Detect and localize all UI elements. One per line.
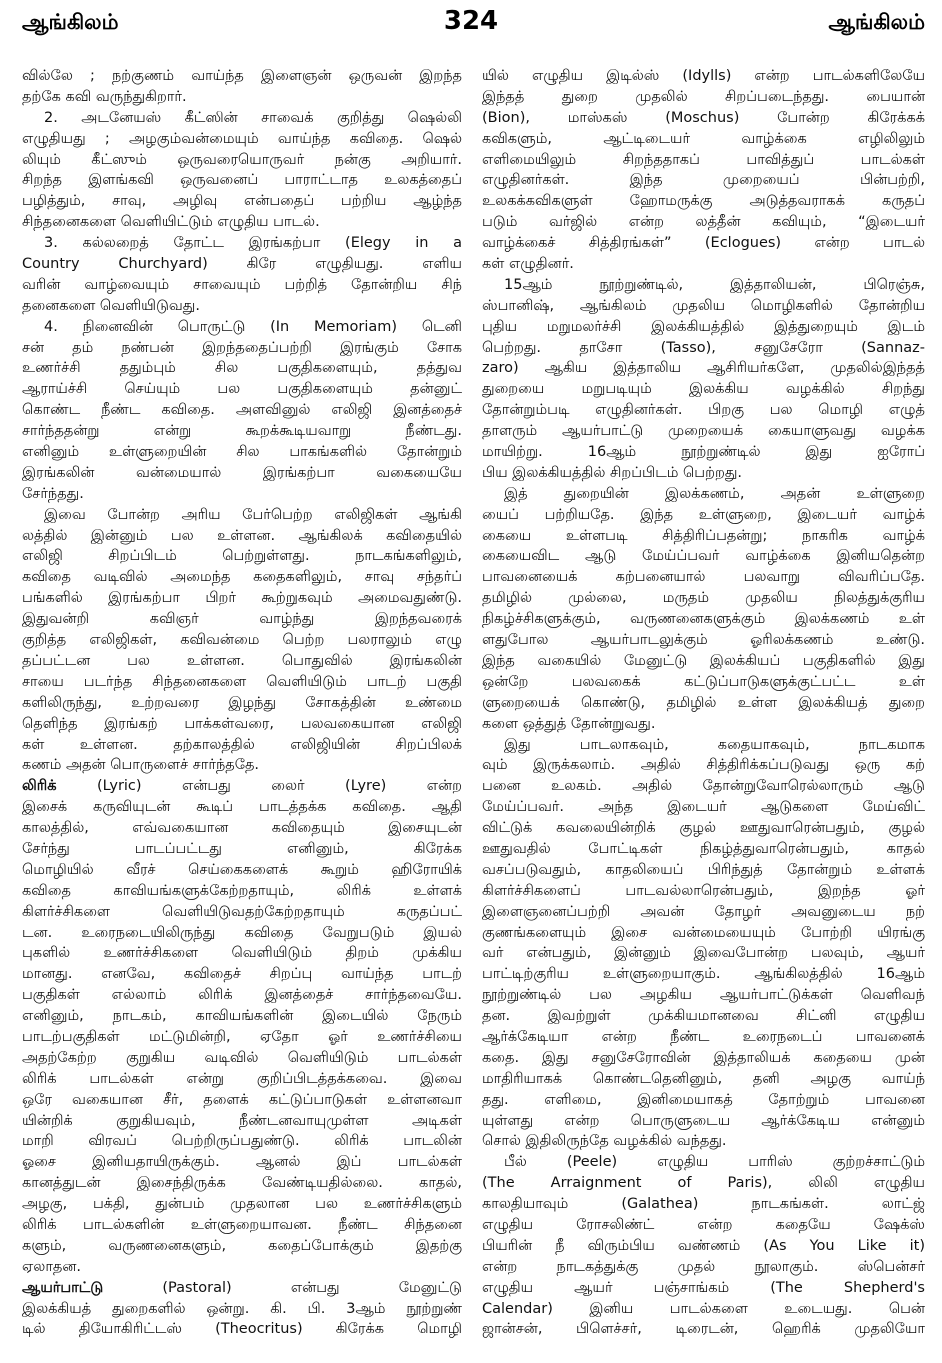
text-line: ளதுபோல ஆயர்பாடலுக்கும் ஓரிலக்கணம் உண்டு. — [482, 632, 925, 649]
text-line: ஸ்பானிஷ், ஆங்கிலம் முதலிய மொழிகளில் தோன்றிய — [482, 297, 925, 314]
text-line: சேர்ந்து பாடப்பட்டது எனினும், கிரேக்க — [22, 840, 462, 857]
text-line: டில் தியோகிரிட்டஸ் (Theocritus) கிரேக்க மொழி — [22, 1321, 462, 1338]
entry-term: லிரிக் — [22, 778, 57, 795]
text-line: துறையை மறுபடியும் இலக்கிய வழக்கில் சிறந்து — [482, 381, 925, 398]
text-line: எனினும் உள்ளுறையின் சில பாகங்களில் தோன்றும் — [22, 444, 462, 461]
paragraph — [482, 1152, 925, 1340]
text-line: யைப் பற்றியதே. இந்த உள்ளுறை, இடையர் வாழ்க் — [482, 506, 925, 523]
paragraph — [22, 66, 462, 108]
text-line: தன. இவற்றுள் முக்கியமானவை சிட்னி எழுதிய — [482, 1008, 925, 1025]
paragraph — [22, 776, 462, 1277]
paragraph — [482, 66, 925, 275]
text-line: உணர்ச்சி ததும்பும் சில பகுதிகளையும், தத்துவ — [22, 360, 462, 377]
text-line: கணம் அதன் பொருளைச் சார்ந்ததே. — [22, 757, 260, 774]
text-line: கவிதை வடிவில் அமைந்த கதைகளிலும், சாவு சந்தர்ப் — [22, 569, 462, 586]
text-line: நூற்றுண்டில் பல அழகிய ஆயர்பாட்டுக்கள் வெளிவந் — [482, 987, 925, 1004]
text-line — [22, 1278, 462, 1299]
text-line: இந்தத் துறை முதலில் சிறப்படைந்தது. பையான் — [482, 88, 925, 105]
text-line: ஓசை இனியதாயிருக்கும். ஆனல் இப் பாடல்கள் — [22, 1154, 462, 1171]
text-line: சார்ந்ததன்று என்று கூறக்கூடியவாறு நீண்டது. — [22, 423, 462, 440]
text-line: களும், வருணனைகளும், கதைப்போக்கும் இதற்கு — [22, 1237, 462, 1254]
text-line: அழகு, பக்தி, துன்பம் முதலான பல உணர்ச்சிகளும் — [22, 1196, 462, 1213]
text-line: பனை உலகம். அதில் தோன்றுவோரெல்லாரும் ஆடு — [482, 778, 925, 795]
text-line: பங்களில் இரங்கற்பா பிறர் கூற்றுகவும் அமைவதுண்டு. — [22, 590, 462, 607]
text-line: ஒரே வகையான சீர், தளைக் கட்டுப்பாடுகள் உள்ளனவா — [22, 1091, 462, 1108]
text-line: யின்றிக் குறுகியவும், நீண்டனவாயுமுள்ள அடிகள் — [22, 1112, 462, 1129]
text-line: லிரிக் பாடல்கள் என்று குறிப்பிடத்தக்கவை. இவை — [22, 1070, 462, 1087]
text-line: விட்டுக் கவலையின்றிக் குழல் ஊதுவாரென்பதும், குழல் — [482, 820, 925, 837]
text-line: எழுதினர்கள். இந்த முறையைப் பின்பற்றி, — [482, 172, 925, 189]
entry-text: (Lyric) என்பது லைர் (Lyre) என்ற — [56, 778, 462, 795]
text-line: தப்பட்டன பல உள்ளன. பொதுவில் இரங்கலின் — [22, 652, 462, 669]
text-line: தோன்றும்படி எழுதினர்கள். பிறகு பல மொழி எழுத் — [482, 402, 925, 419]
text-line: இத் துறையின் இலக்கணம், அதன் உள்ளுறை — [504, 485, 925, 502]
text-line: கையைவிட ஆடு மேய்ப்பவர் வாழ்க்கை இனியதென்ற — [482, 548, 925, 565]
text-line: வர் என்பதும், இன்னும் இவைபோன்ற பலவும், ஆயர் — [482, 945, 925, 962]
text-line: கதை. இது சனுசேரோவின் இத்தாலியக் கதையை முன் — [482, 1049, 925, 1066]
text-line: வரின் வாழ்வையும் சாவையும் பற்றித் தோன்றிய சிந் — [22, 276, 462, 293]
text-line: (The Arraignment of Paris), லிலி எழுதிய — [482, 1175, 925, 1192]
text-line: இவை போன்ற அரிய பேர்பெற்ற எலிஜிகள் ஆங்கி — [44, 506, 462, 523]
text-line: மாறி விரவப் பெற்றிருப்பதுண்டு. லிரிக் பாடலின் — [22, 1133, 462, 1150]
paragraph — [482, 275, 925, 484]
text-line: களை ஒத்துத் தோன்றுவது. — [482, 715, 656, 732]
text-line: zaro) ஆகிய இத்தாலிய ஆசிரியர்களே, முதலில்இந்தத் — [482, 360, 925, 377]
text-line: இரங்கலின் வன்மையால் இரங்கற்பா வகையையே — [22, 464, 462, 481]
running-head-right: ஆங்கிலம் — [828, 10, 925, 34]
text-line: ஆராய்ச்சி செய்யும் பல பகுதிகளையும் தன்னுட் — [22, 381, 462, 398]
text-line: கானத்துடன் இசைந்திருக்க வேண்டியதில்லை. காதல், — [22, 1175, 462, 1192]
text-line: எளிமையிலும் சிறந்ததாகப் பாவித்துப் பாடல்கள் — [482, 151, 925, 168]
text-line: காலத்தில், எவ்வகையான கவிதையும் இசையுடன் — [22, 820, 462, 837]
text-line: பாவனையைக் கற்பனையால் பலவாறு விவரிப்பதே. — [482, 569, 925, 586]
text-line: தனைகளை வெளியிடுவது. — [22, 297, 200, 314]
text-line: நிகழ்ச்சிகளுக்கும், வருணனைகளுக்கும் இலக்கணம் உள் — [482, 611, 925, 628]
text-line: Country Churchyard) கிரே எழுதியது. எளிய — [22, 256, 462, 273]
text-line: (Bion), மாஸ்கஸ் (Moschus) போன்ற கிரேக்கக் — [482, 109, 925, 126]
text-line: பீல் (Peele) எழுதிய பாரிஸ் குற்றச்சாட்டும் — [504, 1154, 925, 1171]
entry-term: ஆயர்பாட்டு — [22, 1279, 104, 1296]
text-line: ஏலாதன. — [22, 1258, 82, 1275]
paragraph — [482, 484, 925, 735]
text-line: இளைஞனைப்பற்றி அவன் தோழர் அவனுடைய நற் — [482, 903, 925, 920]
text-line: மாயிற்று. 16ஆம் நூற்றுண்டில் இது ஐரோப் — [482, 444, 925, 461]
text-line: இதுவன்றி கவிஞர் வாழ்ந்து இறந்தவரைக் — [22, 611, 462, 628]
text-line: ஒன்றே பலவகைக் கட்டுப்பாடுகளுக்குட்பட்ட உள் — [482, 673, 925, 690]
text-line: சாயை படர்ந்த சிந்தனைகளை வெளியிடும் பாடற் பகுதி — [22, 673, 462, 690]
text-line: லியும் கீட்ஸும் ஒருவரையொருவர் நன்கு அறியார். — [22, 151, 462, 168]
text-line: பழித்தும், சாவு, அழிவு என்பதைப் பற்றிய ஆழ்ந்த — [22, 193, 462, 210]
text-line: கொண்ட நீண்ட கவிதை. அளவினுல் எலிஜி இனத்தைச் — [22, 402, 462, 419]
text-line: எழுதிய ஆயர் பஞ்சாங்கம் (The Shepherd's — [482, 1279, 925, 1296]
text-line: 15ஆம் நூற்றுண்டில், இத்தாலியன், பிரெஞ்சு, — [504, 276, 925, 293]
text-line: யுள்ளது என்ற பொருளுடைய ஆர்க்கேடிய என்னும் — [482, 1112, 925, 1129]
text-line: லத்தில் இன்னும் பல உள்ளன. ஆங்கிலக் கவிதையில் — [22, 527, 462, 544]
text-line: ஜான்சன், பிளெச்சர், டிரைடன், ஹெரிக் முதலியோ — [482, 1321, 925, 1338]
text-line: லிரிக் பாடல்களின் உள்ளுறையாவன. நீண்ட சிந்தனை — [22, 1216, 462, 1233]
text-line: கிளர்ச்சிகளை வெளியிடுவதற்கேற்றதாயும் கருதப்பட் — [22, 903, 462, 920]
paragraph — [482, 735, 925, 1153]
text-line: Calendar) இனிய பாடல்களை உடையது. பென் — [482, 1300, 925, 1317]
text-line: வசப்படுவதும், காதலியைப் பிரிந்துத் தோன்றும் உள்ளக் — [482, 861, 925, 878]
text-line: தாளரும் ஆயர்பாட்டு முறையைக் கையாளுவது வழக்க — [482, 423, 925, 440]
text-line: கள் எழுதினர். — [482, 256, 574, 273]
text-line: எலிஜி சிறப்பிடம் பெற்றுள்ளது. நாடகங்களிலும், — [22, 548, 462, 565]
paragraph — [22, 317, 462, 505]
text-line: மானது. எனவே, கவிதைச் சிறப்பு வாய்ந்த பாடற் — [22, 966, 462, 983]
text-line: சேர்ந்தது. — [22, 485, 84, 502]
text-line: கிளர்ச்சிகளைப் பாடவல்லாரென்பதும், இறந்த ஓர் — [482, 882, 925, 899]
text-line: சன் தம் நண்பன் இறந்ததைப்பற்றி இரங்கும் சோக — [22, 339, 462, 356]
text-line: காலதியாவும் (Galathea) நாடகங்கள். லாட்ஜ் — [482, 1196, 925, 1213]
text-line: சொல் இதிலிருந்தே வழக்கில் வந்தது. — [482, 1133, 727, 1150]
paragraph — [22, 505, 462, 777]
text-line: கவிகளும், ஆட்டிடையர் வாழ்க்கை எழிலிலும் — [482, 130, 925, 147]
text-line: தற்கே கவி வருந்துகிறார். — [22, 88, 187, 105]
text-line: மொழியில் வீரச் செய்கைகளைக் கூறும் ஹிரோயிக் — [22, 861, 462, 878]
text-line: பகுதிகள் எல்லாம் லிரிக் இனத்தைச் சார்ந்தவையே. — [22, 987, 462, 1004]
paragraph — [22, 1278, 462, 1341]
text-line: கையை உள்ளபடி சித்திரிப்பதன்று; நாகரிக வாழ்க் — [482, 527, 925, 544]
text-line: 2. அடனேயஸ் கீட்ஸின் சாவைக் குறித்து ஷெல்லி — [44, 109, 462, 126]
text-line: மாதிரியாகக் கொண்டதெனினும், தனி அழகு வாய்ந் — [482, 1070, 925, 1087]
text-line: 4. நினைவின் பொருட்டு (In Memoriam) டெனி — [44, 318, 462, 335]
text-line: இந்த வகையில் மேனுட்டு இலக்கியப் பகுதிகளில் இது — [482, 652, 925, 669]
text-line: சிறந்த இளங்கவி ஒருவனைப் பாராட்டாத உலகத்தைப் — [22, 172, 462, 189]
text-line: என்ற நாடகத்துக்கு முதல் நூலாகும். ஸ்பென்சர் — [482, 1258, 925, 1275]
text-line: வில்லே ; நற்குணம் வாய்ந்த இளைஞன் ஒருவன் இறந்த — [22, 68, 462, 84]
text-line: எனினும், நாடகம், காவியங்களின் இடையில் நேரும் — [22, 1008, 462, 1025]
text-line: எழுதிய ரோசலிண்ட் என்ற கதையே ஷேக்ஸ் — [482, 1216, 925, 1233]
text-line: 3. கல்லறைத் தோட்ட இரங்கற்பா (Elegy in a — [44, 235, 462, 252]
text-line: பாடற்பகுதிகள் மட்டுமின்றி, ஏதோ ஓர் உணர்ச்சியை — [22, 1028, 462, 1045]
text-line: தமிழில் முல்லை, மருதம் முதலிய நிலத்துக்குரிய — [482, 590, 925, 607]
text-line: குறித்த எலிஜிகள், கவிவன்மை பெற்ற பலராலும் எழு — [22, 632, 462, 649]
text-line: இசைக் கருவியுடன் கூடிப் பாடத்தக்க கவிதை. ஆதி — [22, 799, 462, 816]
text-line: ளுறையைக் கொண்டு, தமிழில் உள்ள இலக்கியத் துறை — [482, 694, 925, 711]
text-line: தெளிந்த இரங்கற் பாக்கள்வரை, பலவகையான எலிஜி — [22, 715, 462, 732]
text-column-left — [22, 66, 462, 1346]
text-line: பாட்டிற்குரிய உள்ளுறையாகும். ஆங்கிலத்தில் 16ஆம் — [482, 966, 925, 983]
text-column-right — [482, 66, 925, 1346]
text-line: கள் உள்ளன. தற்காலத்தில் எலிஜியின் சிறப்பிலக் — [22, 736, 462, 753]
text-line: மேய்ப்பவர். அந்த இடையர் ஆடுகளை மேய்விட் — [482, 799, 925, 816]
text-line: ஆர்க்கேடியா என்ற நீண்ட உரைநடைப் பாவனைக் — [482, 1028, 925, 1045]
paragraph — [22, 233, 462, 317]
text-line: ஊதுவதில் போட்டிகள் நிகழ்த்துவாரென்பதும், காதல் — [482, 840, 925, 857]
text-line: பெற்றது. தாசோ (Tasso), சனுசேரோ (Sannaz- — [482, 339, 925, 356]
page-number: 324 — [443, 6, 499, 36]
text-line: பியரின் நீ விரும்பிய வண்ணம் (As You Like it) — [482, 1237, 925, 1254]
text-line: இது பாடலாகவும், கதையாகவும், நாடகமாக — [504, 736, 925, 753]
text-line: சிந்தனைகளை வெளியிட்டும் எழுதிய பாடல். — [22, 214, 320, 231]
text-line: படும் வர்ஜில் என்ற லத்தீன் கவியும், “இடையர் — [482, 214, 925, 231]
text-line: எழுதியது ; அழகும்வன்மையும் வாய்ந்த கவிதை. ஷெல் — [22, 130, 462, 147]
text-line: வாழ்க்கைச் சித்திரங்கள்” (Eclogues) என்ற பாடல் — [482, 235, 925, 252]
text-line: உலகக்கவிகளுள் ஹோமருக்கு அடுத்தவராகக் கருதப் — [482, 193, 925, 210]
text-line: அதற்கேற்ற குறுகிய வடிவில் வெளியிடும் பாடல்கள் — [22, 1049, 462, 1066]
running-head-left: ஆங்கிலம் — [22, 10, 119, 34]
text-line: டன. உரைநடையிலிருந்து கவிதை வேறுபடும் இயல் — [22, 924, 462, 941]
paragraph — [22, 108, 462, 233]
text-line: களிலிருந்து, உற்றவரை இழந்து சோகத்தின் உண்மை — [22, 694, 462, 711]
text-line: பிய இலக்கியத்தில் சிறப்பிடம் பெற்றது. — [482, 464, 743, 481]
text-line: கவிதை காவியங்களுக்கேற்றதாயும், லிரிக் உள்ளக் — [22, 882, 462, 899]
text-line: வும் இருக்கலாம். அதில் சித்திரிக்கப்படுவது ஒரு கற் — [482, 757, 925, 774]
text-line: புதிய மறுமலர்ச்சி இலக்கியத்தில் இத்துறையும் இடம் — [482, 318, 925, 335]
text-line — [22, 776, 462, 797]
text-line: புகளில் உணர்ச்சிகளை வெளியிடும் திறம் முக்கிய — [22, 945, 462, 962]
text-line: இலக்கியத் துறைகளில் ஒன்று. கி. பி. 3ஆம் நூற்றுண் — [22, 1300, 462, 1317]
entry-text: (Pastoral) என்பது மேனுட்டு — [103, 1279, 462, 1296]
text-line: யில் எழுதிய இடில்ஸ் (Idylls) என்ற பாடல்களிலேயே — [482, 68, 925, 84]
text-line: தது. எளிமை, இனிமையாகத் தோற்றும் பாவனை — [482, 1091, 925, 1108]
text-line: குணங்களையும் இசை வன்மையையும் போற்றி யிரங்கு — [482, 924, 925, 941]
